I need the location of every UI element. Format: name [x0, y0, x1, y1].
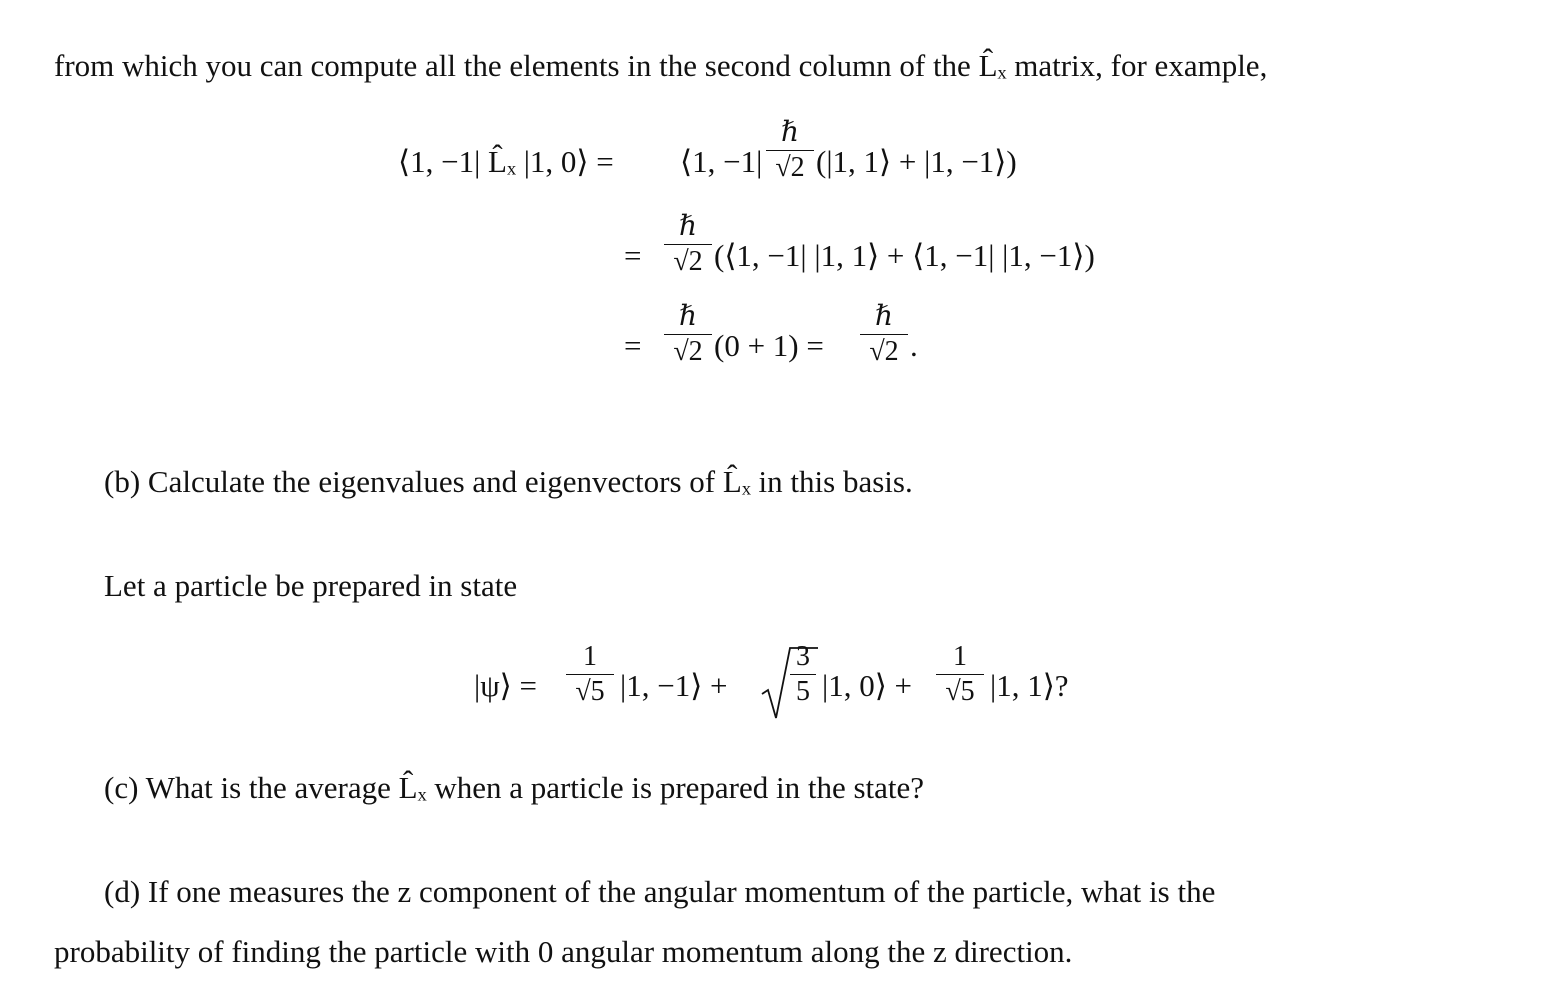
eq1-rhs: (|1, 1⟩ + |1, −1⟩): [816, 144, 1017, 179]
numerator-one: 1: [583, 641, 597, 672]
state-frac-1: [566, 642, 614, 707]
part-b-text: (b) Calculate the eigenvalues and eigenvectors of L̂ₓ in this basis.: [104, 464, 913, 499]
state-frac-2: [936, 642, 984, 707]
state-intro-text: Let a particle be prepared in state: [104, 568, 518, 603]
hbar-numerator: ℏ: [780, 117, 800, 148]
part-d-line2: probability of finding the particle with 0 angular momentum along the z direction.: [54, 934, 1073, 969]
fraction-bar: [860, 334, 908, 335]
state-lhs: |ψ⟩ =: [474, 668, 537, 703]
sqrt5-denominator: √5: [575, 676, 605, 707]
numerator-three: 3: [796, 641, 810, 672]
state-ket-1: |1, 1⟩?: [990, 668, 1069, 703]
fraction-bar: [566, 674, 614, 675]
eq1-lhs: ⟨1, −1| L̂ₓ |1, 0⟩ =: [398, 144, 614, 179]
fraction-bar: [790, 674, 816, 675]
state-ket-minus1: |1, −1⟩ +: [620, 668, 728, 703]
hbar-numerator: ℏ: [678, 301, 698, 332]
fraction-bar: [766, 150, 814, 151]
fraction-bar: [664, 334, 712, 335]
state-frac-3-5: [790, 642, 816, 707]
numerator-one: 1: [953, 641, 967, 672]
hbar-numerator: ℏ: [874, 301, 894, 332]
state-ket-0: |1, 0⟩ +: [822, 668, 913, 703]
part-c-text: (c) What is the average L̂ₓ when a particle is prepared in the state?: [104, 770, 925, 805]
fraction-bar: [664, 244, 712, 245]
sqrt2-denominator: √2: [775, 152, 805, 183]
eq1-fraction: [766, 118, 814, 183]
sqrt5-denominator: √5: [945, 676, 975, 707]
eq1-bra: ⟨1, −1|: [680, 144, 763, 179]
sqrt2-denominator: √2: [869, 336, 899, 367]
eq3-fraction-left: [664, 302, 712, 367]
eq3-period: .: [910, 328, 918, 363]
sqrt2-denominator: √2: [673, 336, 703, 367]
fraction-bar: [936, 674, 984, 675]
denominator-five: 5: [796, 676, 810, 707]
eq2-equals: =: [624, 238, 642, 273]
eq3-equals: =: [624, 328, 642, 363]
eq3-mid: (0 + 1) =: [714, 328, 824, 363]
eq2-rhs: (⟨1, −1| |1, 1⟩ + ⟨1, −1| |1, −1⟩): [714, 238, 1095, 273]
hbar-numerator: ℏ: [678, 211, 698, 242]
eq2-fraction: [664, 212, 712, 277]
sqrt2-denominator: √2: [673, 246, 703, 277]
part-d-line1: (d) If one measures the z component of the angular momentum of the particle, what is the: [104, 874, 1216, 909]
intro-text: from which you can compute all the elements in the second column of the L̂ₓ matrix, for example,: [54, 48, 1268, 83]
eq3-fraction-right: [860, 302, 908, 367]
